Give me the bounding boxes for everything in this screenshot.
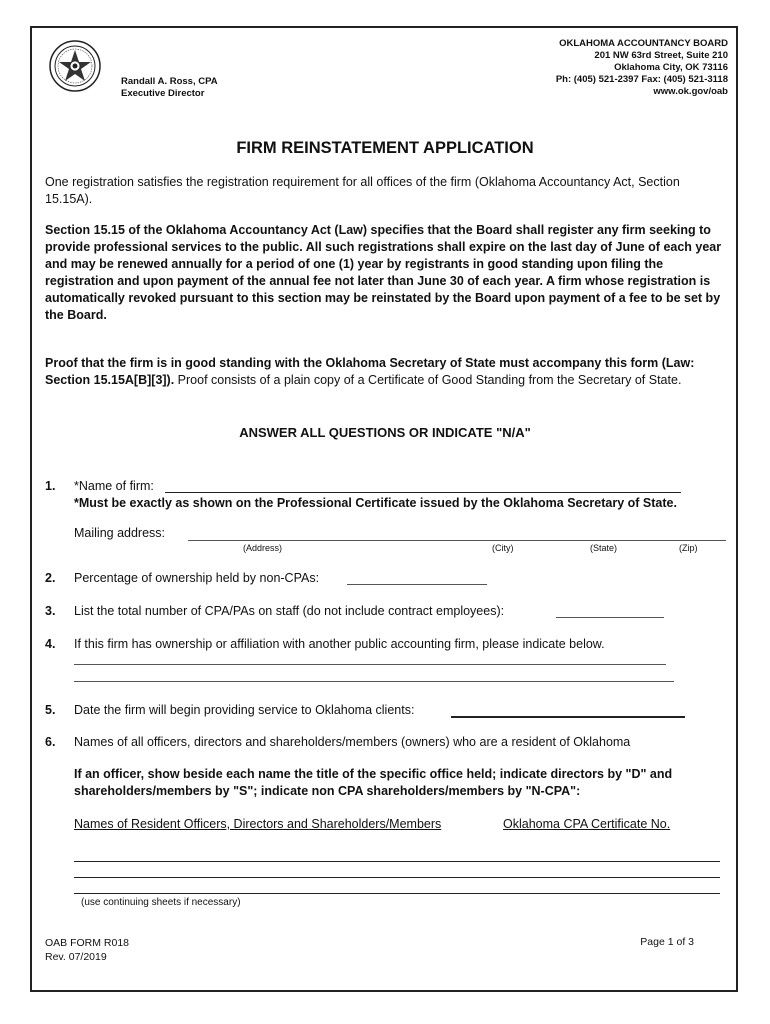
page-title: FIRM REINSTATEMENT APPLICATION	[236, 139, 534, 157]
cpa-certificate-column-header: Oklahoma CPA Certificate No.	[503, 817, 671, 831]
address-caption: (Address)	[243, 543, 283, 553]
oklahoma-seal-icon	[49, 40, 101, 92]
resident-entry-line-2[interactable]	[74, 877, 720, 878]
proof-bold-text: Proof that the firm is in good standing with the Oklahoma Secretary of State must accompany this form (Law: Section 15.15A[B][3]).	[45, 356, 695, 387]
affiliation-field-line-1[interactable]	[74, 664, 666, 665]
form-id: OAB FORM R018	[45, 937, 130, 949]
q4-number: 4.	[45, 637, 56, 651]
q2-number: 2.	[45, 571, 56, 585]
city-caption: (City)	[492, 543, 514, 553]
firm-name-field[interactable]	[165, 492, 681, 493]
mailing-address-label: Mailing address:	[74, 526, 166, 540]
board-website[interactable]: www.ok.gov/oab	[653, 86, 728, 97]
state-caption: (State)	[590, 543, 618, 553]
page-number: Page 1 of 3	[640, 936, 694, 948]
q1-note: *Must be exactly as shown on the Professional Certificate issued by the Oklahoma Secretary of State.	[74, 496, 677, 510]
board-address-block	[556, 38, 728, 98]
intro-paragraph: One registration satisfies the registration requirement for all offices of the firm (Oklahoma Accountancy Act, Section 15.15A).	[45, 175, 680, 206]
director-title: Executive Director	[121, 88, 205, 99]
section-paragraph: Section 15.15 of the Oklahoma Accountancy Act (Law) specifies that the Board shall register any firm seeking to provide professional services to the public. All such registrations shall expire on the last day of June of each year and may be renewed annually for a period of one (1) year by registrants in good standing upon filing the registration and upon payment of the annual fee not later than June 30 of each year. A firm whose registration is automatically revoked pursuant to this section may be reinstated by the Board upon payment of a fee to be set by the Board.	[45, 223, 722, 322]
q3-label: List the total number of CPA/PAs on staff (do not include contract employees):	[74, 604, 505, 618]
service-start-date-field[interactable]	[451, 716, 685, 718]
executive-director-block	[121, 76, 218, 100]
q5-number: 5.	[45, 703, 56, 717]
resident-entry-line-1[interactable]	[74, 861, 720, 862]
form-revision: Rev. 07/2019	[45, 951, 107, 963]
q6-number: 6.	[45, 735, 56, 749]
answer-heading: ANSWER ALL QUESTIONS OR INDICATE "N/A"	[239, 425, 531, 440]
proof-normal-text: Proof consists of a plain copy of a Certificate of Good Standing from the Secretary of State.	[174, 373, 682, 387]
resident-entry-line-3[interactable]	[74, 893, 720, 894]
proof-paragraph	[45, 355, 727, 389]
q6-label: Names of all officers, directors and shareholders/members (owners) who are a resident of Oklahoma	[74, 735, 631, 749]
form-footer	[45, 936, 129, 964]
q1-number: 1.	[45, 479, 56, 493]
board-name: OKLAHOMA ACCOUNTANCY BOARD	[559, 38, 728, 49]
q3-number: 3.	[45, 604, 56, 618]
residents-names-column-header: Names of Resident Officers, Directors and Shareholders/Members	[74, 817, 442, 831]
q2-label: Percentage of ownership held by non-CPAs:	[74, 571, 320, 585]
board-street: 201 NW 63rd Street, Suite 210	[594, 50, 728, 61]
zip-caption: (Zip)	[679, 543, 698, 553]
cpa-staff-count-field[interactable]	[556, 617, 664, 618]
board-phone-fax: Ph: (405) 521-2397 Fax: (405) 521-3118	[555, 74, 728, 85]
q4-label: If this firm has ownership or affiliation with another public accounting firm, please indicate below.	[74, 637, 605, 651]
non-cpa-percentage-field[interactable]	[347, 584, 487, 585]
mailing-address-field[interactable]	[188, 540, 726, 541]
affiliation-field-line-2[interactable]	[74, 681, 674, 682]
q1-label: *Name of firm:	[74, 479, 154, 493]
board-city: Oklahoma City, OK 73116	[614, 62, 728, 73]
director-name: Randall A. Ross, CPA	[121, 76, 218, 87]
q5-label: Date the firm will begin providing service to Oklahoma clients:	[74, 703, 415, 717]
q6-instruction: If an officer, show beside each name the title of the specific office held; indicate directors by "D" and shareholders/members by "S"; indicate non CPA shareholders/members by "N-CPA":	[74, 767, 673, 798]
continuing-sheets-note: (use continuing sheets if necessary)	[81, 897, 241, 908]
